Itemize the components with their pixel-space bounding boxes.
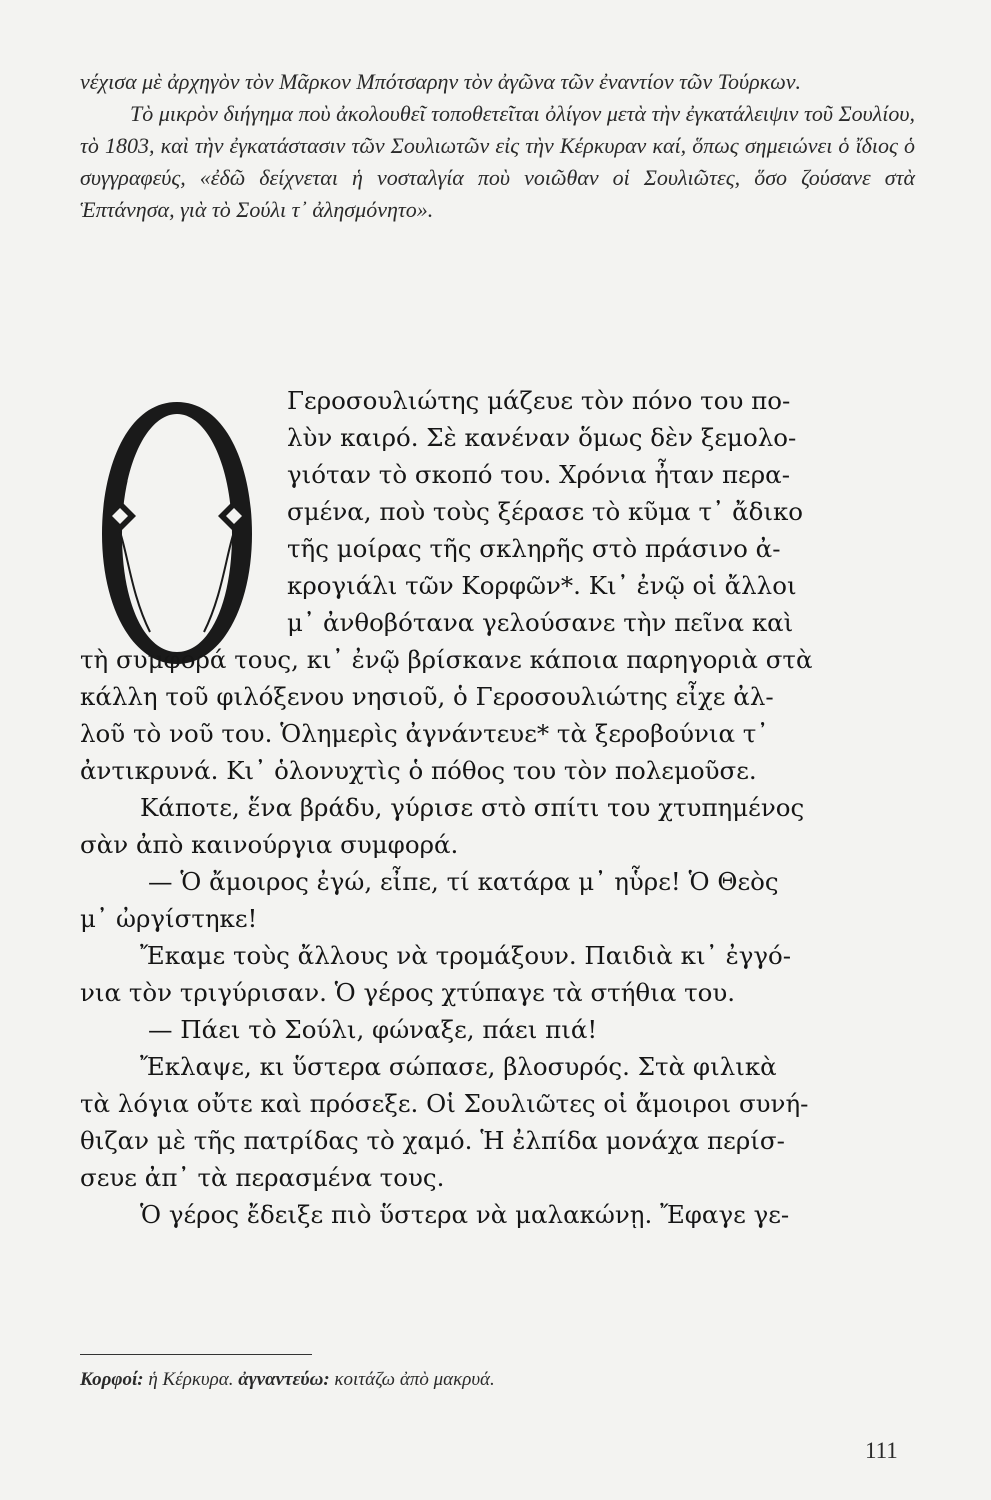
text-line: Ἔκλαψε, κι ὕστερα σώπασε, βλοσυρός. Στὰ φιλικὰ [140, 1052, 777, 1081]
text-line: ἀντικρυνά. Κι᾽ ὁλονυχτὶς ὁ πόθος του τὸν πολεμοῦσε. [80, 756, 757, 785]
text-line: σευε ἀπ᾽ τὰ περασμένα τους. [80, 1163, 445, 1192]
text-line: σμένα, ποὺ τοὺς ξέρασε τὸ κῦμα τ᾽ ἄδικο [287, 497, 804, 526]
introduction-note [80, 66, 915, 226]
footnote-term: ἀγναντεύω: [238, 1369, 330, 1390]
page-number: 111 [865, 1438, 898, 1463]
dialogue-line: — Ὁ ἄμοιρος ἐγώ, εἶπε, τί κατάρα μ᾽ ηὗρε! Ὁ Θεὸς [148, 867, 779, 896]
text-line: τῆς μοίρας τῆς σκληρῆς στὸ πράσινο ἀ- [287, 534, 781, 563]
intro-paragraph-1: νέχισα μὲ ἀρχηγὸν τὸν Μᾶρκον Μπότσαρην τὸν ἀγῶνα τῶν ἐναντίον τῶν Τούρκων. [80, 69, 802, 94]
footnote-definition: κοιτάζω ἀπὸ μακρυά. [334, 1369, 495, 1390]
ornamental-drop-cap-o-icon [92, 396, 262, 671]
text-line: τὴ συμφορά τους, κι᾽ ἐνῷ βρίσκανε κάποια παρηγοριὰ στὰ [80, 645, 813, 674]
text-line: Γεροσουλιώτης μάζευε τὸν πόνο του πο- [287, 386, 791, 415]
text-line: μ᾽ ὠργίστηκε! [80, 904, 258, 933]
text-line: σὰν ἀπὸ καινούργια συμφορά. [80, 830, 459, 859]
text-line: κρογιάλι τῶν Κορφῶν*. Κι᾽ ἐνῷ οἱ ἄλλοι [287, 571, 797, 600]
text-line: τὰ λόγια οὔτε καὶ πρόσεξε. Οἱ Σουλιῶτες οἱ ἄμοιροι συνή- [80, 1089, 809, 1118]
text-line: λοῦ τὸ νοῦ του. Ὁλημερὶς ἀγνάντευε* τὰ ξεροβούνια τ᾽ [80, 719, 769, 748]
footnote-divider [80, 1354, 312, 1355]
text-line: νια τὸν τριγύρισαν. Ὁ γέρος χτύπαγε τὰ στήθια του. [80, 978, 736, 1007]
footnote [80, 1367, 495, 1393]
text-line: Κάποτε, ἕνα βράδυ, γύρισε στὸ σπίτι του χτυπημένος [140, 793, 805, 822]
text-line: Ἔκαμε τοὺς ἄλλους νὰ τρομάξουν. Παιδιὰ κι᾽ ἐγγό- [140, 941, 792, 970]
intro-paragraph-2: Τὸ μικρὸν διήγημα ποὺ ἀκολουθεῖ τοποθετεῖται ὀλίγον μετὰ τὴν ἐγκατάλειψιν τοῦ Σουλίου, τὸ 1803, καὶ τὴν ἐγκατάστασιν τῶν Σουλιωτῶν εἰς τὴν Κέρκυραν καί, ὅπως σημειώνει ὁ ἴδιος ὁ συγγραφεύς, «ἐδῶ δείχνεται ἡ νοσταλγία ποὺ νοιῶθαν οἱ Σουλιῶτες, ὅσο ζούσανε στὰ Ἑπτάνησα, γιὰ τὸ Σούλι τ᾽ ἀλησμόνητο». [80, 101, 915, 222]
text-line: μ᾽ ἀνθοβότανα γελούσανε τὴν πεῖνα καὶ [287, 608, 794, 637]
footnote-definition: ἡ Κέρκυρα. [148, 1369, 234, 1390]
dialogue-line: — Πάει τὸ Σούλι, φώναξε, πάει πιά! [148, 1015, 598, 1044]
footnote-term: Κορφοί: [80, 1369, 144, 1390]
text-line: θιζαν μὲ τῆς πατρίδας τὸ χαμό. Ἡ ἐλπίδα μονάχα περίσ- [80, 1126, 785, 1155]
text-line: Ὁ γέρος ἔδειξε πιὸ ὕστερα νὰ μαλακώνῃ. Ἔφαγε γε- [140, 1200, 790, 1229]
text-line: κάλλη τοῦ φιλόξενου νησιοῦ, ὁ Γεροσουλιώτης εἶχε ἀλ- [80, 682, 774, 711]
text-line: λὺν καιρό. Σὲ κανέναν ὅμως δὲν ξεμολο- [287, 423, 797, 452]
text-line: γιόταν τὸ σκοπό του. Χρόνια ἦταν περα- [287, 460, 790, 489]
